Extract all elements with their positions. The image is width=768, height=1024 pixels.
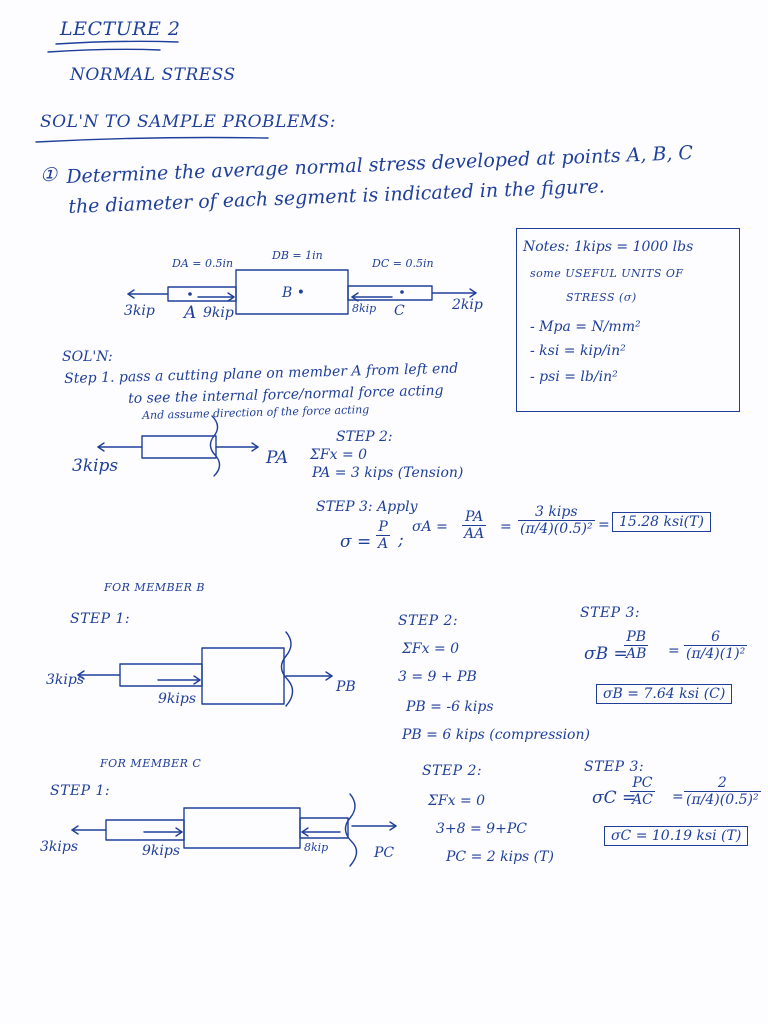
diameter-b-label: DB = 1in — [272, 249, 323, 262]
step1-line-1: Step 1. pass a cutting plane on member A from left end — [63, 360, 459, 387]
a-load-label: 9kip — [203, 305, 234, 321]
a-sum-forces: ΣFx = 0 — [310, 447, 368, 463]
a-formula-denominator: A — [378, 536, 389, 552]
b-step1-label: STEP 1: — [70, 611, 131, 627]
diameter-a-label: DA = 0.5in — [172, 257, 234, 270]
a-force-result: PA = 3 kips (Tension) — [312, 465, 464, 481]
notes-mpa: - Mpa = N/mm² — [530, 319, 641, 335]
a-pa-numerator: PA — [464, 509, 484, 525]
c-value-numerator: 2 — [717, 775, 727, 791]
b-eq-2: PB = -6 kips — [406, 699, 494, 715]
a-formula-numerator: P — [378, 519, 388, 535]
member-b-heading: FOR MEMBER B — [104, 581, 205, 594]
fbd-c-right-load: 8kip — [304, 841, 329, 854]
fbd-c-segment-a — [106, 820, 184, 840]
fbd-b-mid-load: 9kips — [158, 691, 197, 707]
b-sigma-b: σB = — [584, 644, 628, 664]
fbd-c-left-load: 3kips — [40, 839, 79, 855]
lecture-title: LECTURE 2 — [60, 18, 181, 40]
notes-psi: - psi = lb/in² — [530, 369, 618, 385]
b-step3-label: STEP 3: — [580, 605, 641, 621]
a-aa-denominator: AA — [464, 526, 485, 542]
right-load-label: 2kip — [452, 297, 483, 313]
fbd-a-internal-force: PA — [266, 448, 289, 468]
c-eq-1: 3+8 = 9+PC — [436, 821, 527, 837]
a-sigma-a: σA = — [412, 519, 448, 535]
b-eq-3: PB = 6 kips (compression) — [402, 727, 590, 743]
problem-figure — [128, 270, 476, 314]
point-a-dot — [188, 292, 192, 296]
segment-b — [236, 270, 348, 314]
b-equals: = — [668, 643, 680, 659]
fbd-c-mid-load: 9kips — [142, 843, 181, 859]
step1-line-2: to see the internal force/normal force acting — [127, 382, 444, 407]
b-pb-numerator: PB — [626, 629, 647, 645]
b-eq-1: 3 = 9 + PB — [398, 669, 477, 685]
b-value-numerator: 6 — [711, 629, 721, 645]
notes-line-3: STRESS (σ) — [566, 291, 637, 304]
c-step3-label: STEP 3: — [584, 759, 645, 775]
b-stress-result: σB = 7.64 ksi (C) — [596, 684, 732, 704]
a-equals: = — [500, 519, 512, 535]
c-equals: = — [672, 789, 684, 805]
notes-line-2: some USEFUL UNITS OF — [530, 267, 684, 280]
segment-c — [348, 286, 432, 300]
c-step2-label: STEP 2: — [422, 763, 483, 779]
point-c-dot — [400, 290, 404, 294]
diameter-c-label: DC = 0.5in — [372, 257, 434, 270]
b-value-denominator: (π/4)(1)² — [686, 646, 746, 662]
fbd-c-cut-line — [345, 794, 356, 866]
solutions-subtitle: SOL'N TO SAMPLE PROBLEMS: — [40, 112, 337, 132]
topic-title: NORMAL STRESS — [70, 65, 236, 85]
fbd-c-segment-b — [184, 808, 300, 848]
solution-label: SOL'N: — [62, 349, 113, 365]
fbd-b-left-load: 3kips — [46, 672, 85, 688]
fbd-c-internal-force: PC — [374, 845, 395, 861]
c-step1-label: STEP 1: — [50, 783, 111, 799]
b-step2-label: STEP 2: — [398, 613, 459, 629]
notes-line-1: Notes: 1kips = 1000 lbs — [523, 239, 694, 255]
problem-line-2: the diameter of each segment is indicated in the figure. — [67, 175, 606, 218]
fbd-a-segment — [142, 436, 216, 458]
a-separator: ; — [398, 530, 404, 550]
c-stress-result: σC = 10.19 ksi (T) — [604, 826, 748, 846]
a-value-numerator: 3 kips — [535, 504, 578, 520]
fbd-member-b — [78, 632, 332, 706]
lecture-title-underline — [56, 41, 178, 44]
c-value-denominator: (π/4)(0.5)² — [686, 792, 759, 808]
notes-ksi: - ksi = kip/in² — [530, 343, 626, 359]
fbd-a-cut-line — [210, 416, 219, 476]
fbd-member-c — [72, 794, 396, 866]
point-c-label: C — [394, 303, 405, 319]
segment-a — [168, 287, 236, 301]
subtitle-underline — [36, 138, 268, 143]
lecture-title-underline-2 — [48, 49, 160, 52]
c-load-label: 8kip — [352, 302, 377, 315]
problem-line-1: Determine the average normal stress developed at points A, B, C — [65, 141, 694, 188]
fbd-b-segment-b — [202, 648, 284, 704]
a-sigma-equals: σ = — [340, 532, 372, 552]
a-value-denominator: (π/4)(0.5)² — [520, 521, 593, 537]
c-sum-forces: ΣFx = 0 — [428, 793, 486, 809]
c-sigma-c: σC = — [592, 788, 637, 808]
a-equals-2: = — [598, 517, 610, 533]
b-sum-forces: ΣFx = 0 — [402, 641, 460, 657]
a-step3-label: STEP 3: Apply — [316, 499, 418, 515]
left-load-label: 3kip — [124, 303, 155, 319]
fbd-b-internal-force: PB — [336, 679, 356, 695]
a-step2-label: STEP 2: — [336, 429, 393, 445]
c-pc-numerator: PC — [632, 775, 653, 791]
problem-number: ① — [40, 164, 58, 186]
step1-line-3: And assume direction of the force acting — [141, 403, 370, 422]
fbd-b-segment-a — [120, 664, 202, 686]
c-eq-2: PC = 2 kips (T) — [446, 849, 554, 865]
point-a-label: A — [184, 303, 197, 323]
c-ac-denominator: AC — [632, 792, 653, 808]
member-c-heading: FOR MEMBER C — [100, 757, 202, 770]
fbd-member-a — [98, 416, 258, 476]
fbd-b-cut-line — [281, 632, 292, 706]
a-stress-result: 15.28 ksi(T) — [612, 512, 711, 532]
fbd-a-left-load: 3kips — [72, 456, 119, 476]
b-ab-denominator: AB — [626, 646, 647, 662]
point-b-label: B • — [282, 285, 305, 301]
